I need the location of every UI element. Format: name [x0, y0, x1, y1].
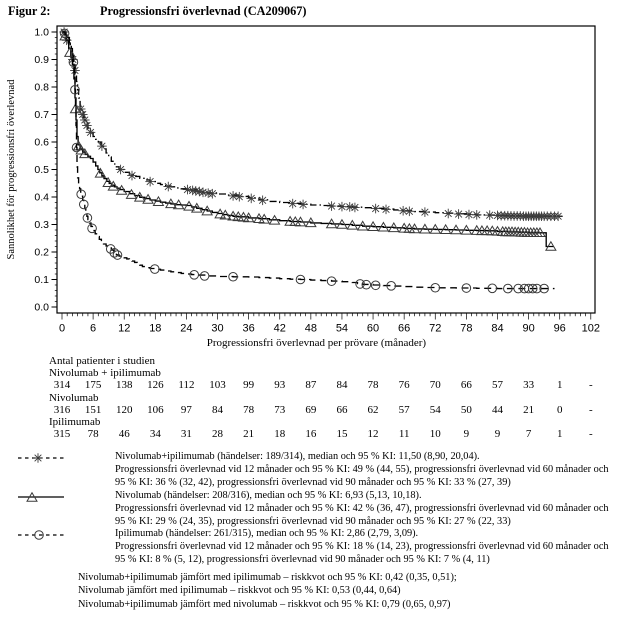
x-tick-label: 54: [335, 322, 349, 335]
risk-count: 78: [367, 379, 379, 391]
legend-entry: [8, 451, 626, 490]
x-tick-label: 96: [553, 322, 566, 335]
x-tick-label: 102: [581, 322, 600, 335]
censor-circle-icon: [200, 272, 209, 281]
risk-count: -: [588, 428, 593, 440]
risk-count: 1: [556, 428, 563, 440]
legend-text-line: Progressionsfri överlevnad vid 12 månader och 95 % KI: 18 % (14, 23), progressionsfri överlevnad vid 60 månader och: [115, 541, 609, 553]
risk-count: 28: [212, 428, 224, 440]
risk-count: 18: [274, 428, 286, 440]
x-tick-label: 0: [58, 322, 66, 335]
hazard-ratio-footnotes: [78, 571, 457, 611]
risk-count: 84: [212, 404, 224, 416]
risk-count: 46: [118, 428, 130, 440]
risk-count: 62: [367, 404, 379, 416]
risk-count: 34: [149, 428, 161, 440]
censor-circle-icon: [79, 200, 88, 209]
risk-count: 15: [336, 428, 348, 440]
censor-circle-icon: [88, 224, 97, 233]
risk-count: 66: [460, 379, 472, 391]
risk-table-title: Antal patienter i studien: [49, 355, 155, 367]
risk-count: 10: [429, 428, 441, 440]
y-axis-title: Sannolikhet för progressionsfri överlevnad: [6, 79, 17, 260]
y-tick-label: 1.0: [34, 26, 49, 39]
risk-count: 50: [460, 404, 472, 416]
risk-count: 57: [491, 379, 503, 391]
y-tick-label: 0.4: [34, 191, 49, 204]
legend-symbol-asterisk-dashed: [17, 451, 67, 464]
y-tick-label: 0.6: [34, 136, 49, 149]
risk-count: 21: [243, 428, 255, 440]
legend-text-line: Progressionsfri överlevnad vid 12 månader och 95 % KI: 49 % (44, 55), progressionsfri överlevnad vid 60 månader och: [115, 463, 609, 475]
legend-text-line: 95 % KI: 8 % (5, 12), progressionsfri överlevnad vid 90 månader och 95 % KI: 7 % (4, 11): [115, 554, 490, 566]
risk-count: 11: [398, 428, 410, 440]
risk-count: 120: [115, 404, 133, 416]
x-tick-label: 36: [242, 322, 255, 335]
risk-count: 73: [274, 404, 286, 416]
x-tick-label: 12: [118, 322, 131, 335]
x-axis-title: Progressionsfri överlevnad per prövare (månader): [206, 337, 427, 349]
risk-count: 69: [305, 404, 317, 416]
legend-text-line: Nivolumab (händelser: 208/316), median och 95 % KI: 6,93 (5,13, 10,18).: [115, 489, 422, 501]
risk-count: 1: [556, 379, 563, 391]
risk-count: 175: [84, 379, 102, 391]
y-tick-label: 0.9: [34, 54, 49, 67]
risk-count: 21: [523, 404, 535, 416]
x-tick-label: 84: [491, 322, 504, 335]
risk-count: 7: [525, 428, 532, 440]
risk-count: 87: [305, 379, 317, 391]
y-tick-label: 0.0: [34, 301, 49, 314]
risk-row-label: Nivolumab + ipilimumab: [49, 367, 161, 379]
chart-legend: [8, 451, 626, 567]
y-tick-label: 0.2: [34, 246, 49, 259]
legend-text-line: Nivolumab+ipilimumab (händelser: 189/314), median och 95 % KI: 11,50 (8,90, 20,04).: [115, 451, 480, 462]
legend-entry: [8, 490, 626, 529]
y-tick-label: 0.8: [34, 81, 49, 94]
legend-text-line: 95 % KI: 36 % (32, 42), progressionsfri överlevnad vid 90 månader och 95 % KI: 33 % (27, 39): [115, 476, 511, 488]
risk-count: 78: [87, 428, 99, 440]
x-tick-label: 90: [522, 322, 535, 335]
y-tick-label: 0.1: [34, 274, 49, 287]
y-tick-label: 0.5: [34, 164, 49, 177]
x-tick-label: 66: [398, 322, 411, 335]
risk-count: 57: [398, 404, 410, 416]
x-tick-label: 24: [180, 322, 193, 335]
legend-text-line: Progressionsfri överlevnad vid 12 månader och 95 % KI: 42 % (36, 47), progressionsfri överlevnad vid 60 månader och: [115, 502, 609, 514]
legend-symbol-circle-dashed: [17, 528, 67, 541]
footnote-line: Nivolumab jämfört med ipilimumab – riskkvot och 95 % KI: 0,53 (0,44, 0,64): [78, 585, 401, 597]
risk-count: 44: [491, 404, 503, 416]
risk-count: 9: [494, 428, 501, 440]
risk-count: 103: [209, 379, 226, 391]
risk-count: -: [588, 379, 593, 391]
risk-count: 33: [523, 379, 535, 391]
risk-count: 66: [336, 404, 348, 416]
x-tick-label: 30: [211, 322, 224, 335]
risk-row-label: Ipilimumab: [49, 416, 101, 428]
x-tick-label: 42: [273, 322, 286, 335]
risk-count: -: [588, 404, 593, 416]
risk-count: 314: [53, 379, 71, 391]
risk-count: 84: [336, 379, 348, 391]
risk-count: 76: [398, 379, 410, 391]
figure-title: Progressionsfri överlevnad (CA209067): [100, 4, 307, 18]
risk-row-label: Nivolumab: [49, 392, 99, 404]
risk-count: 0: [556, 404, 563, 416]
y-tick-label: 0.3: [34, 219, 49, 232]
risk-count: 54: [429, 404, 441, 416]
x-tick-label: 18: [149, 322, 162, 335]
plot-frame: [57, 26, 595, 313]
risk-count: 316: [53, 404, 71, 416]
x-tick-label: 48: [304, 322, 317, 335]
km-curve-nivolumab-ipilimumab: [62, 32, 562, 216]
risk-count: 78: [243, 404, 255, 416]
risk-count: 97: [180, 404, 192, 416]
risk-count: 315: [53, 428, 71, 440]
risk-count: 112: [178, 379, 195, 391]
legend-symbol-triangle-solid: [17, 490, 67, 503]
legend-text-line: 95 % KI: 29 % (24, 35), progressionsfri överlevnad vid 90 månader och 95 % KI: 27 % (22, 33): [115, 515, 511, 527]
x-tick-label: 60: [366, 322, 380, 335]
x-tick-label: 78: [460, 322, 473, 335]
figure-label: Figur 2:: [8, 4, 51, 18]
legend-text-line: Ipilimumab (händelser: 261/315), median och 95 % KI: 2,86 (2,79, 3,09).: [115, 528, 419, 540]
y-tick-label: 0.7: [34, 109, 49, 122]
km-curve-ipilimumab: [62, 32, 555, 289]
risk-count: 138: [115, 379, 133, 391]
risk-count: 9: [463, 428, 470, 440]
risk-count: 126: [147, 379, 164, 391]
x-tick-label: 72: [429, 322, 442, 335]
risk-count: 31: [180, 428, 192, 440]
legend-entry: [8, 528, 626, 567]
risk-count: 70: [429, 379, 441, 391]
risk-count: 151: [84, 404, 102, 416]
x-tick-label: 6: [90, 322, 97, 335]
risk-count: 106: [147, 404, 164, 416]
footnote-line: Nivolumab+ipilimumab jämfört med ipilimumab – riskkvot och 95 % KI: 0,42 (0,35, 0,51);: [78, 572, 457, 583]
risk-count: 12: [367, 428, 379, 440]
footnote-line: Nivolumab+ipilimumab jämfört med nivolumab – riskkvot och 95 % KI: 0,79 (0,65, 0,97): [78, 598, 451, 610]
risk-count: 16: [305, 428, 317, 440]
risk-count: 99: [243, 379, 255, 391]
risk-count: 93: [274, 379, 286, 391]
